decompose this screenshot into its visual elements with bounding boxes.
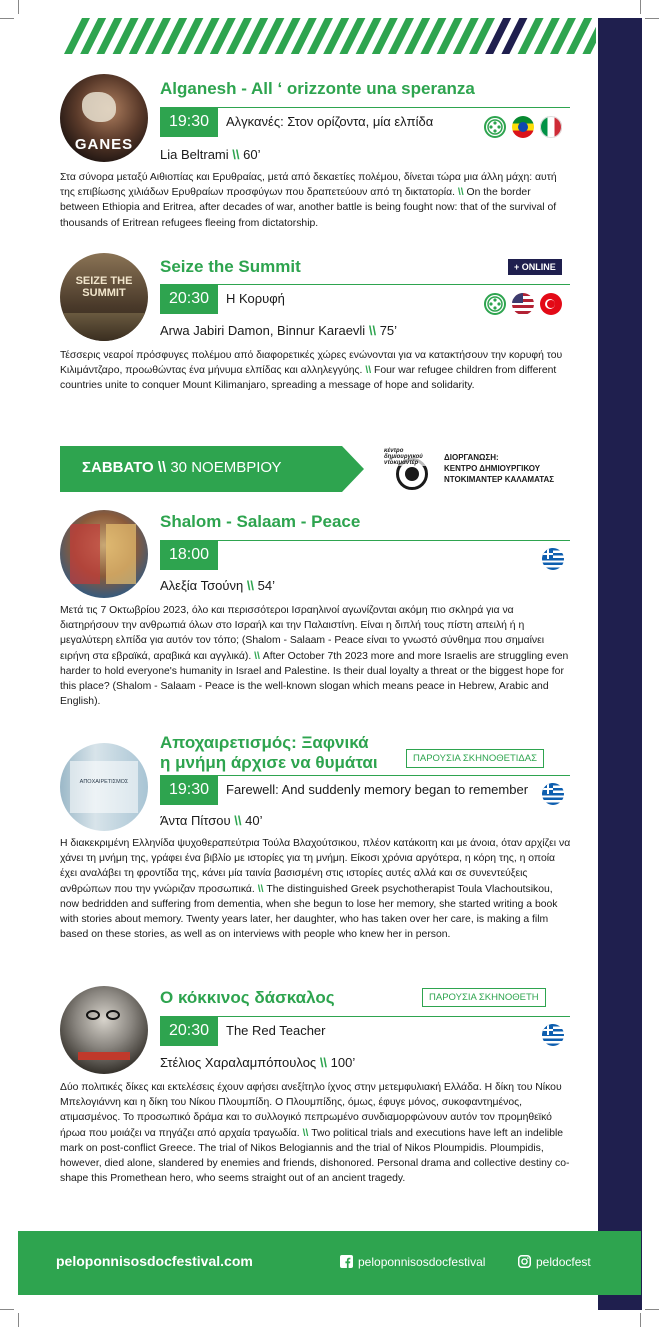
film-alt-title: The Red Teacher bbox=[226, 1023, 326, 1038]
director-presence-badge: ΠΑΡΟΥΣΙΑ ΣΚΗΝΟΘΕΤΙΔΑΣ bbox=[406, 749, 544, 768]
organizer-label: ΔΙΟΡΓΑΝΩΣΗ: ΚΕΝΤΡΟ ΔΗΜΙΟΥΡΓΙΚΟΥ ΝΤΟΚΙΜΑΝΤΕΡ ΚΑΛΑΜΑΤΑΣ bbox=[444, 453, 555, 484]
film-director: Άντα Πίτσου \\ 40’ bbox=[160, 813, 263, 828]
crop-mark bbox=[18, 0, 19, 14]
film-reel-icon bbox=[484, 116, 506, 138]
screening-time: 20:30 bbox=[160, 284, 218, 314]
decorative-stripes bbox=[64, 18, 596, 54]
film-director: Lia Beltrami \\ 60’ bbox=[160, 147, 261, 162]
online-badge: + ONLINE bbox=[508, 259, 562, 275]
film-description: Τέσσερις νεαροί πρόσφυγες πολέμου από διαφορετικές χώρες ενώνονται για να κατακτήσουν την κορυφή του Κιλιμάντζαρο, προωθώντας ένα μήνυμα ελπίδας και αλληλεγγύης. \\ Four war refugee children from different countries unite to conquer Mount Kilimanjaro, spreading a message of hope and solidarity. bbox=[60, 350, 563, 392]
divider-line bbox=[210, 540, 570, 541]
crop-mark bbox=[640, 1313, 641, 1327]
day-banner-text: ΣΑΒΒΑΤΟ \\ 30 ΝΟΕΜΒΡΙΟΥ bbox=[82, 459, 282, 476]
poster-title-text: ΑΠΟΧΑΙΡΕΤΙΣΜΟΣ bbox=[79, 779, 129, 785]
film-poster-farewell bbox=[60, 743, 148, 831]
turkey-flag-icon bbox=[540, 293, 562, 315]
navy-side-bar bbox=[598, 18, 642, 1310]
film-title: Αποχαιρετισμός: Ξαφνικά η μνήμη άρχισε να θυμάται bbox=[160, 733, 378, 772]
film-reel-icon bbox=[484, 293, 506, 315]
instagram-icon bbox=[518, 1255, 531, 1268]
director-presence-badge: ΠΑΡΟΥΣΙΑ ΣΚΗΝΟΘΕΤΗ bbox=[422, 988, 546, 1007]
instagram-link[interactable]: peldocfest bbox=[518, 1255, 591, 1269]
film-description: Δύο πολιτικές δίκες και εκτελέσεις έχουν αφήσει ανεξίτηλο ίχνος στην μετεμφυλιακή Ελλάδα. Η δίκη του Νίκου Μπελογιάννη και η δίκη του Νίκου Πλουμπίδη. Ο Πλουμπίδης, όμως, έφυγε μόνος, συκοφαντημένος, ατιμασμένος. Το προσωπικό δράμα και το συλλογικό πεπρωμένο συνδιαμορφώνουν αυτόν τον προμηθεϊκό ήρωα που μοιάζει να πηγάζει από αρχαία τραγωδία. \\ Two political trials and executions have left an indelible mark on post-conflict Greece. The trial of Nikos Belogiannis and the trial of Nikos Ploumpidis. Ploumpidis, however, died alone, slandered by enemies and friends, dishonored. Personal drama and collective destiny co-shape this Promethean hero, who seems straight out of an ancient tragedy. bbox=[60, 1082, 570, 1185]
italy-flag-icon bbox=[540, 116, 562, 138]
poster-title-text: SEIZE THE SUMMIT bbox=[75, 275, 133, 299]
crop-mark bbox=[645, 18, 659, 19]
film-director: Arwa Jabiri Damon, Binnur Karaevli \\ 75’ bbox=[160, 323, 398, 338]
greece-flag-icon bbox=[542, 783, 564, 805]
ethiopia-flag-icon bbox=[512, 116, 534, 138]
screening-time: 19:30 bbox=[160, 775, 218, 805]
poster-title-text: GANES bbox=[74, 136, 134, 153]
film-poster-seize-the-summit bbox=[60, 253, 148, 341]
website-link[interactable]: peloponnisosdocfestival.com bbox=[56, 1253, 253, 1269]
film-poster-the-red-teacher bbox=[60, 986, 148, 1074]
film-description: Η διακεκριμένη Ελληνίδα ψυχοθεραπεύτρια Τούλα Βλαχούτσικου, πλέον κατάκοιτη και με άνοια, όταν αρχίζει να χάνει τη μνήμη της, γράφει ένα βιβλίο με ιστορίες για τη μνήμη. Είκοσι χρόνια αργότερα, η κόρη της, η οποία έχει αναλάβει τη φροντίδα της, κάνει μία ταινία βασισμένη στις ιστορίες αυτές αλλά και σε συνεντεύξεις ανθρώπων που την γνώριζαν προσωπικά. \\ The distinguished Greek psychotherapist Toula Vlachoutsikou, now bedridden and suffering from dementia, when she begun to lose her memory, she started writing a book with stories about memory. Twenty years later, her daughter, who has taken over her care, is making a film based on these stories, as well as on interviews with people who knew her in person. bbox=[60, 838, 571, 941]
film-title: Shalom - Salaam - Peace bbox=[160, 512, 361, 531]
film-alt-title: Farewell: And suddenly memory began to remember bbox=[226, 782, 529, 797]
film-description: Μετά τις 7 Οκτωβρίου 2023, όλο και περισσότεροι Ισραηλινοί αγωνίζονται ακόμη πιο σκληρά για να διατηρήσουν την ανθρωπιά όλων στο Ισραήλ και την Παλαιστίνη. Είναι η διπλή τους πίστη απειλή ή η μεγαλύτερη ελπίδα για αυτόν τον τόπο; (Shalom - Salaam - Peace είναι το γνωστό σύνθημα που σημαίνει ειρήνη στα εβραϊκά, αραβικά και αγγλικά). \\ After October 7th 2023 more and more Israelis are struggling even harder to hold everyone's humanity in Israel and Palestine. Is their dual loyalty a threat or the biggest hope for this place? (Shalom - Salaam - Peace is the well-known slogan which means peace in Hebrew, Arabic and English). bbox=[60, 605, 569, 708]
crop-mark bbox=[640, 0, 641, 14]
crop-mark bbox=[0, 1309, 14, 1310]
crop-mark bbox=[18, 1313, 19, 1327]
organizer-block bbox=[382, 446, 582, 490]
film-director: Στέλιος Χαραλαμπόπουλος \\ 100’ bbox=[160, 1055, 356, 1070]
usa-flag-icon bbox=[512, 293, 534, 315]
film-title: Ο κόκκινος δάσκαλος bbox=[160, 988, 335, 1007]
film-title: Alganesh - All ‘ orizzonte una speranza bbox=[160, 79, 475, 98]
screening-time: 20:30 bbox=[160, 1016, 218, 1046]
film-director: Αλεξία Τσούνη \\ 54’ bbox=[160, 578, 276, 593]
film-poster-alganesh bbox=[60, 74, 148, 162]
organizer-logo: κέντρο δημιουργικού ντοκιμαντέρ bbox=[384, 448, 436, 490]
screening-time: 19:30 bbox=[160, 107, 218, 137]
greece-flag-icon bbox=[542, 548, 564, 570]
crop-mark bbox=[645, 1309, 659, 1310]
facebook-icon bbox=[340, 1255, 353, 1268]
film-description: Στα σύνορα μεταξύ Αιθιοπίας και Ερυθραίας, μετά από δεκαετίες πολέμου, δίνεται τώρα μια άλλη μάχη: αυτή της επιβίωσης χιλιάδων Ερυθραίων προσφύγων που δραπετεύουν από τη δικτατορία. \\ On the border between Ethiopia and Eritrea, after decades of war, another battle is being fought now: that of the survival of thousands of Eritrean refugees fleeing from dictatorship. bbox=[60, 172, 557, 229]
screening-time: 18:00 bbox=[160, 540, 218, 570]
crop-mark bbox=[0, 18, 14, 19]
film-poster-shalom-salaam-peace bbox=[60, 510, 148, 598]
footer-bar bbox=[18, 1231, 641, 1295]
film-title: Seize the Summit bbox=[160, 257, 301, 276]
facebook-link[interactable]: peloponnisosdocfestival bbox=[340, 1255, 485, 1269]
film-alt-title: Η Κορυφή bbox=[226, 291, 285, 306]
film-alt-title: Αλγκανές: Στον ορίζοντα, μία ελπίδα bbox=[226, 114, 434, 129]
greece-flag-icon bbox=[542, 1024, 564, 1046]
